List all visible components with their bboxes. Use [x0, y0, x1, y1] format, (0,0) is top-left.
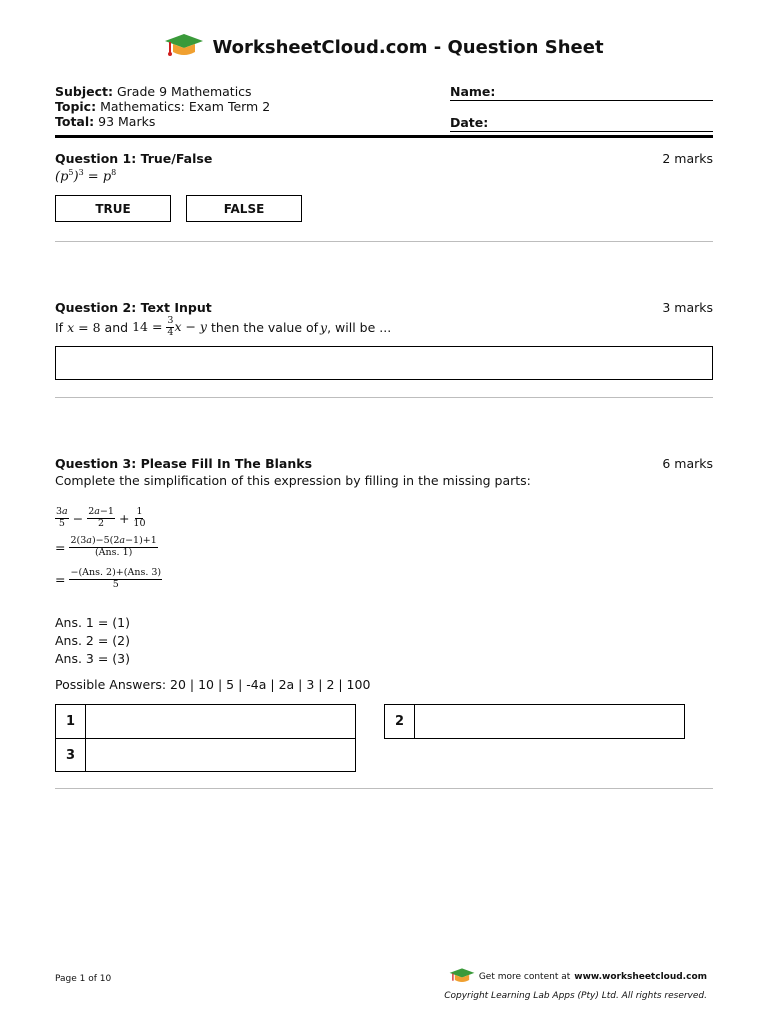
answer-1-label: Ans. 1 = (1) [55, 615, 131, 630]
prompt-then: then the value of [210, 319, 319, 335]
answer-table-left [55, 704, 356, 772]
page-title [0, 32, 768, 63]
answer-3-label: Ans. 3 = (3) [55, 651, 131, 666]
prompt-if: If [55, 319, 64, 335]
question-1-marks: 2 marks [662, 151, 713, 166]
graduation-cap-icon [164, 32, 204, 63]
prompt-y: y [320, 319, 328, 335]
answer-text-input[interactable] [55, 346, 713, 380]
answer-input-3[interactable] [86, 739, 355, 771]
answer-row-3 [56, 738, 355, 771]
date-label: Date: [450, 115, 489, 130]
question-separator [55, 241, 713, 242]
prompt-equation: 14 = $\frac{3}{4}$ x − y [132, 315, 207, 338]
false-button[interactable]: FALSE [186, 195, 302, 222]
possible-answers: Possible Answers: 20 | 10 | 5 | -4a | 2a | 3 | 2 | 100 [55, 677, 371, 692]
question-1-expression: $(p^5)^3 = p^8$ [55, 168, 117, 185]
prompt-x-value: x = 8 [67, 319, 101, 335]
fraction-3-4: $\frac{3}{4}$ [167, 315, 174, 338]
subject-line [55, 84, 252, 99]
footer-get-more: Get more content at [478, 972, 571, 982]
question-1-title: Question 1: True/False [55, 151, 213, 166]
answer-number-3: 3 [56, 739, 86, 771]
answer-2-label: Ans. 2 = (2) [55, 633, 131, 648]
fraction-step-2: $\frac{2(3a)-5(2a-1)+1}{\text{(Ans. 1)}}$ [70, 535, 157, 558]
date-field[interactable] [450, 131, 713, 132]
header-divider [55, 135, 713, 138]
fraction-1-10: $\frac{1}{10}$ [133, 506, 146, 529]
question-separator [55, 397, 713, 398]
page-number: Page 1 of 10 [55, 974, 112, 984]
question-2-prompt [55, 316, 391, 339]
name-field[interactable] [450, 100, 713, 101]
question-2-title: Question 2: Text Input [55, 300, 212, 315]
expression-line-3: = $\frac{\text{−(Ans. 2)+(Ans. 3)}}{5}$ [55, 567, 162, 590]
footer-cap-icon [449, 967, 475, 987]
site-title-text: WorksheetCloud.com - Question Sheet [212, 37, 604, 58]
footer-copyright: Copyright Learning Lab Apps (Pty) Ltd. All rights reserved. [444, 991, 707, 1001]
true-button[interactable]: TRUE [55, 195, 171, 222]
prompt-and: and [104, 319, 129, 335]
answer-number-1: 1 [56, 705, 86, 738]
question-separator [55, 788, 713, 789]
answer-table-right [384, 704, 685, 739]
question-2-marks: 3 marks [662, 300, 713, 315]
answer-row-2 [385, 705, 684, 738]
question-3-marks: 6 marks [662, 456, 713, 471]
topic-value: Mathematics: Exam Term 2 [100, 99, 271, 114]
fraction-2a-1-over-2: $\frac{2a-1}{2}$ [88, 506, 114, 529]
subject-value: Grade 9 Mathematics [116, 84, 252, 99]
expression-line-1: $\frac{3a}{5}$ − $\frac{2a-1}{2}$ + $\frac{1}{10}$ [56, 506, 146, 529]
total-label: Total: [55, 114, 95, 129]
footer-site-link[interactable]: www.worksheetcloud.com [574, 972, 707, 982]
fraction-step-3: $\frac{\text{−(Ans. 2)+(Ans. 3)}}{5}$ [70, 567, 162, 590]
question-3-title: Question 3: Please Fill In The Blanks [55, 456, 313, 471]
answer-row-1 [56, 705, 355, 738]
footer-branding [444, 967, 707, 1001]
answer-number-2: 2 [385, 705, 415, 738]
name-label: Name: [450, 84, 496, 99]
topic-line [55, 99, 270, 114]
expression-line-2: = $\frac{2(3a)-5(2a-1)+1}{\text{(Ans. 1)}}$ [55, 535, 157, 558]
answer-input-2[interactable] [415, 705, 684, 738]
prompt-end: , will be ... [327, 319, 392, 335]
question-3-instruction: Complete the simplification of this expression by filling in the missing parts: [55, 473, 531, 488]
total-value: 93 Marks [98, 114, 156, 129]
answer-input-1[interactable] [86, 705, 355, 738]
topic-label: Topic: [55, 99, 97, 114]
fraction-3a-5: $\frac{3a}{5}$ [56, 506, 68, 529]
subject-label: Subject: [55, 84, 113, 99]
total-line [55, 114, 155, 129]
